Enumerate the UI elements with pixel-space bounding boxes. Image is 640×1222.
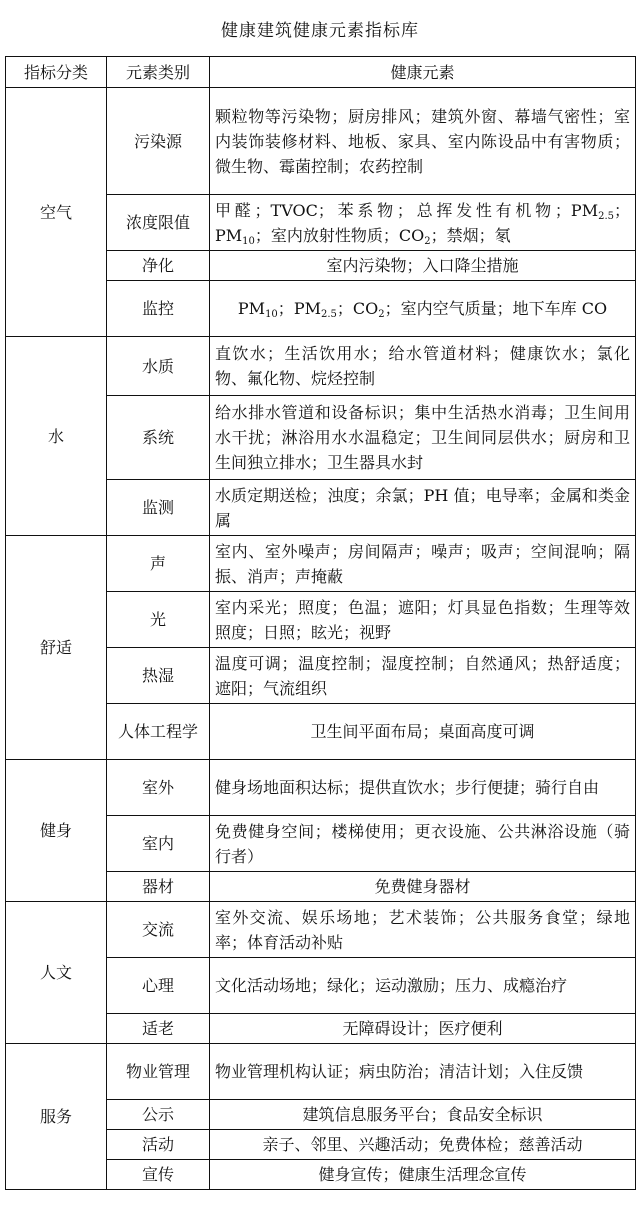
text-fragment: 甲醛；TVOC；苯系物；总挥发性有机物； — [215, 200, 571, 220]
category-cell: 人文 — [6, 902, 107, 1044]
text-fragment: ；室内空气质量；地下车库 CO — [384, 299, 608, 318]
elements-cell: 给水排水管道和设备标识；集中生活热水消毒；卫生间用水干扰；淋浴用水水温稳定；卫生间同层供水；厨房和卫生间独立排水；卫生器具水封 — [210, 396, 636, 480]
separator: ； — [277, 299, 294, 318]
elements-cell: 健身场地面积达标；提供直饮水；步行便捷；骑行自由 — [210, 760, 636, 816]
elements-cell: 免费健身器材 — [210, 872, 636, 902]
co2-label: CO — [398, 225, 425, 245]
type-cell: 交流 — [107, 902, 210, 958]
type-cell: 公示 — [107, 1100, 210, 1130]
co2-subscript: 2 — [424, 235, 431, 247]
elements-cell: 亲子、邻里、兴趣活动；免费体检；慈善活动 — [210, 1130, 636, 1160]
type-cell: 活动 — [107, 1130, 210, 1160]
type-cell: 污染源 — [107, 88, 210, 195]
category-cell: 健身 — [6, 760, 107, 902]
elements-cell: 物业管理机构认证；病虫防治；清洁计划；入住反馈 — [210, 1044, 636, 1100]
table-row — [6, 337, 636, 396]
type-cell: 水质 — [107, 337, 210, 396]
elements-cell: 免费健身空间；楼梯使用；更衣设施、公共淋浴设施（骑行者） — [210, 816, 636, 872]
elements-cell: 室内采光；照度；色温；遮阳；灯具显色指数；生理等效照度；日照；眩光；视野 — [210, 592, 636, 648]
elements-cell: 卫生间平面布局；桌面高度可调 — [210, 704, 636, 760]
pm10-label: PM — [215, 225, 243, 245]
pm25-subscript: 2.5 — [320, 309, 337, 320]
type-cell: 浓度限值 — [107, 195, 210, 251]
table-row — [6, 536, 636, 592]
elements-cell: 文化活动场地；绿化；运动激励；压力、成瘾治疗 — [210, 958, 636, 1014]
separator: ； — [613, 200, 630, 220]
category-cell: 空气 — [6, 88, 107, 337]
pm25-label: PM — [293, 299, 321, 318]
elements-cell — [210, 195, 636, 251]
table-row — [6, 88, 636, 195]
co2-subscript: 2 — [378, 309, 385, 320]
type-cell: 监测 — [107, 480, 210, 536]
pm10-label: PM — [237, 299, 266, 318]
type-cell: 心理 — [107, 958, 210, 1014]
table-header-row — [6, 57, 636, 88]
elements-cell: 温度可调；温度控制；湿度控制；自然通风；热舒适度；遮阳；气流组织 — [210, 648, 636, 704]
type-cell: 宣传 — [107, 1160, 210, 1190]
elements-cell: 无障碍设计；医疗便利 — [210, 1014, 636, 1044]
elements-cell: 建筑信息服务平台；食品安全标识 — [210, 1100, 636, 1130]
table-row — [6, 902, 636, 958]
pm25-label: PM — [570, 200, 599, 220]
elements-cell: 直饮水；生活饮用水；给水管道材料；健康饮水；氯化物、氟化物、烷烃控制 — [210, 337, 636, 396]
elements-cell: 水质定期送检；浊度；余氯；PH 值；电导率；金属和类金属 — [210, 480, 636, 536]
header-elements: 健康元素 — [210, 57, 636, 88]
type-cell: 室内 — [107, 816, 210, 872]
table-row — [6, 760, 636, 816]
type-cell: 光 — [107, 592, 210, 648]
elements-cell: 室外交流、娱乐场地；艺术装饰；公共服务食堂；绿地率；体育活动补贴 — [210, 902, 636, 958]
type-cell: 物业管理 — [107, 1044, 210, 1100]
type-cell: 声 — [107, 536, 210, 592]
type-cell: 器材 — [107, 872, 210, 902]
elements-cell: 室内污染物；入口降尘措施 — [210, 251, 636, 281]
type-cell: 适老 — [107, 1014, 210, 1044]
pm10-subscript: 10 — [265, 309, 278, 320]
header-type: 元素类别 — [107, 57, 210, 88]
table-row — [6, 1044, 636, 1100]
elements-cell: 室内、室外噪声；房间隔声；噪声；吸声；空间混响；隔振、消声；声掩蔽 — [210, 536, 636, 592]
type-cell: 净化 — [107, 251, 210, 281]
header-category: 指标分类 — [6, 57, 107, 88]
type-cell: 人体工程学 — [107, 704, 210, 760]
pm25-subscript: 2.5 — [598, 210, 614, 222]
type-cell: 热湿 — [107, 648, 210, 704]
text-fragment: ；禁烟；氡 — [430, 225, 511, 245]
type-cell: 监控 — [107, 281, 210, 337]
category-cell: 服务 — [6, 1044, 107, 1190]
type-cell: 室外 — [107, 760, 210, 816]
text-fragment: ；室内放射性物质； — [254, 225, 399, 245]
elements-cell: 颗粒物等污染物；厨房排风；建筑外窗、幕墙气密性；室内装饰装修材料、地板、家具、室内陈设品中有害物质；微生物、霉菌控制；农药控制 — [210, 88, 636, 195]
category-cell: 舒适 — [6, 536, 107, 760]
page-title: 健康建筑健康元素指标库 — [221, 21, 419, 41]
elements-cell: 健身宣传；健康生活理念宣传 — [210, 1160, 636, 1190]
type-cell: 系统 — [107, 396, 210, 480]
co2-label: CO — [352, 299, 379, 318]
elements-cell — [210, 281, 636, 337]
health-elements-table — [5, 56, 636, 1190]
category-cell: 水 — [6, 337, 107, 536]
pm10-subscript: 10 — [242, 235, 255, 247]
separator: ； — [336, 299, 353, 318]
